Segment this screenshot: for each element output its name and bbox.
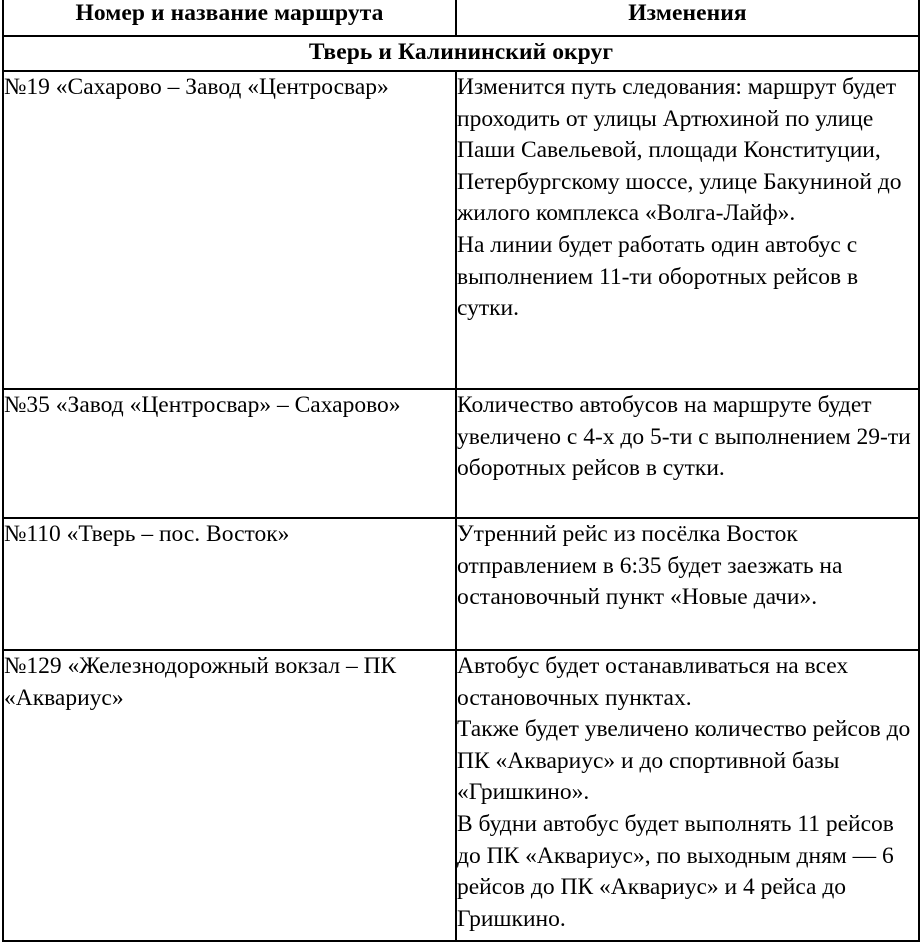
route-name-cell <box>3 650 456 941</box>
column-header-changes: Изменения <box>456 0 919 36</box>
route-changes-cell <box>456 71 919 389</box>
header-row <box>3 0 919 36</box>
change-paragraph: Также будет увеличено количество рейсов до ПК «Аквариус» и до спортивной базы «Гришкино». <box>457 716 911 806</box>
table-row <box>3 518 919 650</box>
route-name-cell <box>3 518 456 650</box>
table-body <box>3 36 919 941</box>
change-paragraph: Количество автобусов на маршруте будет увеличено с 4-х до 5-ти с выполнением 29-ти оборотных рейсов в сутки. <box>457 392 911 482</box>
route-name-text: №19 «Сахарово – Завод «Центросвар» <box>4 74 389 100</box>
section-title-row <box>3 36 919 71</box>
change-paragraph: В будни автобус будет выполнять 11 рейсов до ПК «Аквариус», по выходным дням — 6 рейсов до ПК «Аквариус» и 4 рейса до Гришкино. <box>457 810 894 932</box>
column-header-route-name: Номер и название маршрута <box>3 0 456 36</box>
table-row <box>3 389 919 518</box>
route-name-cell <box>3 71 456 389</box>
route-name-cell <box>3 389 456 518</box>
change-paragraph: Изменится путь следования: маршрут будет проходить от улицы Артюхиной по улице Паши Савельевой, площади Конституции, Петербургскому шоссе, улице Бакуниной до жилого комплекса «Волга-Лайф». <box>457 74 902 227</box>
change-paragraph: На линии будет работать один автобус с выполнением 11-ти оборотных рейсов в сутки. <box>457 231 859 322</box>
section-title-tver-kalininsky: Тверь и Калининский округ <box>3 36 919 71</box>
route-changes-cell <box>456 518 919 650</box>
route-name-text: №35 «Завод «Центросвар» – Сахарово» <box>4 392 401 418</box>
route-changes-cell <box>456 389 919 518</box>
table-header <box>3 0 919 36</box>
table-row <box>3 71 919 389</box>
change-paragraph: Утренний рейс из посёлка Восток отправлением в 6:35 будет заезжать на остановочный пункт «Новые дачи». <box>457 521 843 611</box>
route-name-text: №110 «Тверь – пос. Восток» <box>4 521 290 547</box>
change-paragraph: Автобус будет останавливаться на всех остановочных пунктах. <box>457 653 849 711</box>
route-name-text: №129 «Железнодорожный вокзал – ПК «Аквариус» <box>4 653 397 711</box>
route-changes-cell <box>456 650 919 941</box>
route-changes-table <box>2 0 920 942</box>
table-row <box>3 650 919 941</box>
